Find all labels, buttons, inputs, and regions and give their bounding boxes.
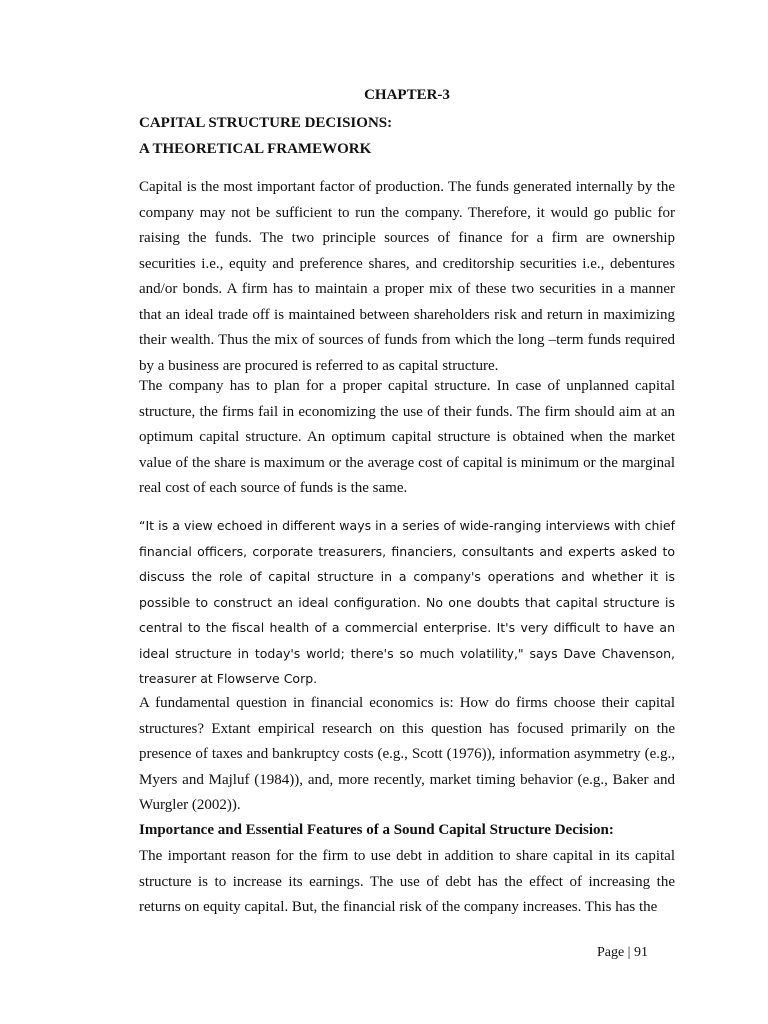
paragraph-capital-importance: Capital is the most important factor of production. The funds generated internally by the company may not be sufficient to run the company. Therefore, it would go public for raising the funds. The two principle sources of finance for a firm are ownership securities i.e., equity and preference shares, and creditorship securities i.e., debentures and/or bonds. A firm has to maintain a proper mix of these two securities in a manner that an ideal trade off is maintained between shareholders risk and return in maximizing their wealth. Thus the mix of sources of funds from which the long –term funds required by a business are procured is referred to as capital structure. — [139, 179, 675, 374]
chapter-title-line-2: A THEORETICAL FRAMEWORK — [139, 140, 372, 157]
chapter-title-line-1: CAPITAL STRUCTURE DECISIONS: — [139, 115, 393, 131]
paragraph-debt-use: The important reason for the firm to use debt in addition to share capital in its capital structure is to increase its earnings. The use of debt has the effect of increasing the returns on equity capital. But, the financial risk of the company increases. This has the — [139, 848, 675, 915]
quote-chavenson: “It is a view echoed in different ways in a series of wide-ranging interviews with chief financial officers, corporate treasurers, financiers, consultants and experts asked to discuss the role of capital structure in a company's operations and whether it is possible to construct an ideal configuration. No one doubts that capital structure is central to the fiscal health of a commercial enterprise. It's very difficult to have an ideal structure in today's world; there's so much volatility," says Dave Chavenson, treasurer at Flowserve Corp. — [139, 518, 675, 686]
chapter-label: CHAPTER-3 — [364, 87, 450, 103]
paragraph-capital-planning: The company has to plan for a proper capital structure. In case of unplanned capital structure, the firms fail in economizing the use of their funds. The firm should aim at an optimum capital structure. An optimum capital structure is obtained when the market value of the share is maximum or the average cost of capital is minimum or the marginal real cost of each source of funds is the same. — [139, 378, 675, 496]
paragraph-financial-economics: A fundamental question in financial economics is: How do firms choose their capital structures? Extant empirical research on this question has focused primarily on the presence of taxes and bankruptcy costs (e.g., Scott (1976)), information asymmetry (e.g., Myers and Majluf (1984)), and, more recently, market timing behavior (e.g., Baker and Wurgler (2002)). — [139, 695, 675, 813]
page-number: Page | 91 — [596, 945, 648, 960]
chapter-title — [139, 111, 675, 162]
section-heading: Importance and Essential Features of a Sound Capital Structure Decision: — [139, 822, 614, 838]
